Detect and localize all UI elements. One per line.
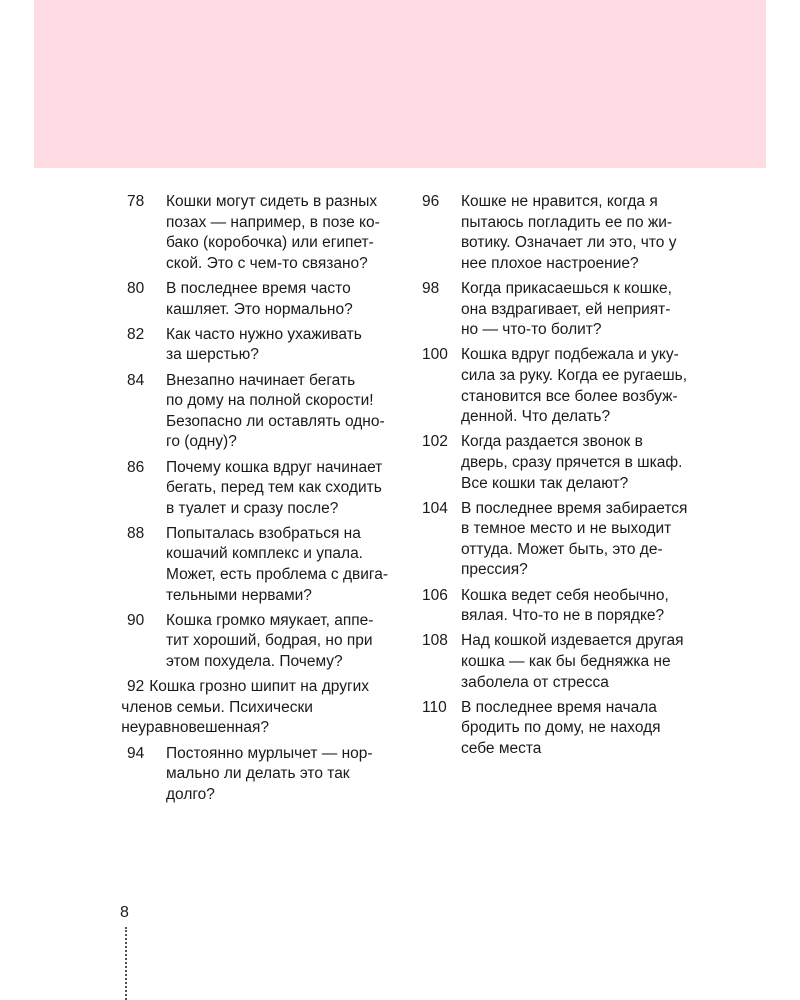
- entry-page-number: 82: [127, 325, 145, 343]
- entry-title: Кошке не нравится, когда я пытаюсь погладить ее по жи- вотику. Означает ли это, что у нее плохое настроение?: [461, 193, 677, 272]
- entry-title: Кошка грозно шипит на других членов семьи. Психически неуравновешенная?: [121, 678, 370, 737]
- entry-title: Кошка громко мяукает, аппе- тит хороший, бодрая, но при этом похудела. Почему?: [166, 611, 374, 671]
- entry-page-number: 94: [127, 744, 145, 762]
- entry-page-number: 92: [127, 678, 145, 696]
- contents-entry[interactable]: [127, 279, 402, 320]
- entry-title: Над кошкой издевается другая кошка — как бы бедняжка не заболела от стресса: [461, 632, 684, 691]
- entry-title: В последнее время начала бродить по дому, не находя себе места: [461, 698, 661, 757]
- entry-page-number: 104: [422, 499, 448, 517]
- entry-title: Когда раздается звонок в дверь, сразу прячется в шкаф. Все кошки так делают?: [461, 433, 683, 492]
- entry-title: В последнее время часто кашляет. Это нормально?: [166, 279, 353, 318]
- entry-title: Кошка ведет себя необычно, вялая. Что-то не в порядке?: [461, 586, 669, 625]
- contents-entry[interactable]: [127, 524, 402, 606]
- entry-page-number: 100: [422, 346, 448, 364]
- contents-entry[interactable]: [121, 677, 402, 739]
- entry-title: Когда прикасаешься к кошке, она вздрагивает, ей неприят- но — что-то болит?: [461, 279, 672, 339]
- entry-title: Почему кошка вдруг начинает бегать, перед тем как сходить в туалет и сразу после?: [166, 458, 383, 517]
- entry-page-number: 78: [127, 193, 145, 210]
- entry-page-number: 96: [422, 193, 440, 210]
- entry-page-number: 106: [422, 586, 448, 604]
- entry-title: Внезапно начинает бегать по дому на полной скорости! Безопасно ли оставлять одно- го (одну)?: [166, 371, 385, 451]
- contents-entry[interactable]: [422, 279, 704, 341]
- contents-column-left: [121, 192, 402, 810]
- entry-title: Кошки могут сидеть в разных позах — например, в позе ко- бако (коробочка) или египет- ской. Это с чем-то связано?: [166, 193, 380, 272]
- contents-entry[interactable]: [422, 345, 704, 427]
- entry-page-number: 86: [127, 458, 145, 476]
- page-number: 8: [120, 904, 129, 921]
- entry-page-number: 88: [127, 524, 145, 542]
- entry-page-number: 102: [422, 433, 448, 451]
- contents-entry[interactable]: [127, 371, 402, 453]
- contents-entry[interactable]: [127, 458, 402, 520]
- entry-title: Попыталась взобраться на кошачий комплекс и упала. Может, есть проблема с двига- тельными нервами?: [166, 524, 389, 604]
- entry-title: Кошка вдруг подбежала и уку- сила за руку. Когда ее ругаешь, становится все более возбуж- денной. Что делать?: [461, 346, 688, 426]
- contents-entry[interactable]: [422, 586, 704, 627]
- entry-title: Постоянно мурлычет — нор- мально ли делать это так долго?: [166, 744, 373, 803]
- dotted-divider: [125, 927, 127, 1000]
- entry-page-number: 98: [422, 279, 440, 297]
- entry-page-number: 108: [422, 632, 448, 650]
- entry-page-number: 110: [422, 698, 447, 716]
- contents-entry[interactable]: [422, 499, 704, 581]
- contents-column-right: [422, 192, 704, 764]
- entry-title: В последнее время забирается в темное место и не выходит оттуда. Может быть, это де- прессия?: [461, 499, 688, 579]
- entry-page-number: 90: [127, 611, 145, 629]
- contents-entry[interactable]: [422, 698, 704, 760]
- contents-entry[interactable]: [422, 192, 704, 274]
- contents-entry[interactable]: [127, 611, 402, 673]
- contents-entry[interactable]: [422, 432, 704, 494]
- entry-title: Как часто нужно ухаживать за шерстью?: [166, 325, 362, 364]
- contents-entry[interactable]: [127, 192, 402, 274]
- contents-entry[interactable]: [127, 325, 402, 366]
- header-color-band: [34, 0, 766, 168]
- contents-entry[interactable]: [422, 631, 704, 693]
- entry-page-number: 84: [127, 371, 145, 389]
- contents-entry[interactable]: [127, 744, 402, 806]
- entry-page-number: 80: [127, 279, 145, 297]
